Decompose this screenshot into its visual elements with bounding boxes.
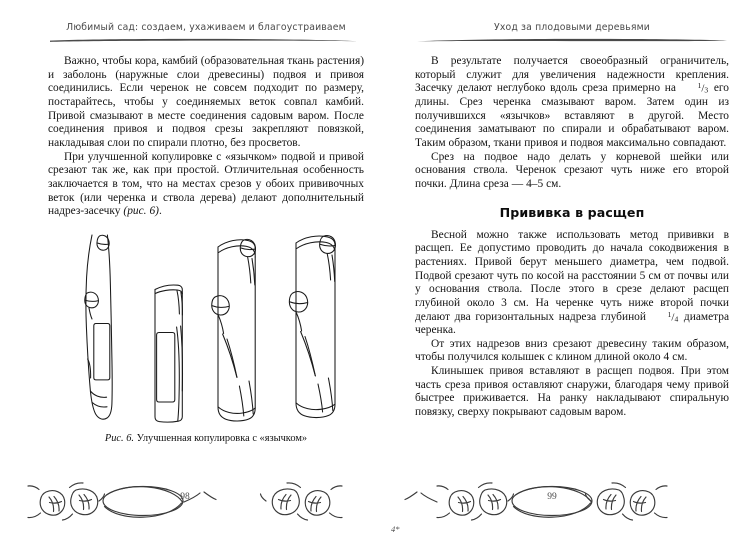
paragraph-text-b: диаметра черенка. bbox=[415, 310, 730, 337]
paragraph bbox=[48, 151, 364, 219]
paragraph bbox=[415, 55, 729, 151]
paragraph: Важно, чтобы кора, камбий (образовательная ткань растения) и заболонь (наружные слои древесины) подвоя и привоя соединились. Если черенок не совсем подходит по размеру, постарайтесь, чтобы у соединяемых веток совпал камбий. Привой смазывают в месте соединения садовым варом. После соединения привоя и подвоя срезы закрепляют повязкой, накладывая слои по спирали плотно, без просветов. bbox=[48, 55, 364, 149]
figure-caption-text: Улучшенная копулировка с «язычком» bbox=[134, 432, 308, 444]
left-body-column bbox=[48, 55, 364, 219]
right-running-head: Уход за плодовыми деревьями bbox=[494, 22, 650, 33]
fraction-numerator: 1 bbox=[667, 309, 672, 319]
figure-caption-label: Рис. 6. bbox=[104, 432, 135, 444]
fraction-numerator: 1 bbox=[697, 81, 702, 91]
grafting-line-drawing bbox=[56, 231, 356, 427]
paragraph-text-b: его длины. Срез черенка смазывают варом. Затем один из получившихся «язычков» вставляют в другой. Место соединения заматывают по спирали и обрабатывают варом. Таким образом, ткани привоя и подвоя максимально совпадают. bbox=[415, 82, 729, 149]
left-footer-ornament bbox=[24, 478, 346, 524]
paragraph-text: При улучшенной копулировке с «язычком» подвой и привой срезают так же, как при простой. Отличительная особенность заключается в том, что на местах срезов у обоих прививочных веток (или черенка и ствола дерева) делают дополнительный надрез-засечку bbox=[48, 150, 364, 218]
fraction-slash: / bbox=[671, 311, 675, 323]
left-running-head: Любимый сад: создаем, ухаживаем и благоустраиваем bbox=[66, 22, 346, 33]
figure-reference: (рис. 6) bbox=[123, 205, 159, 218]
left-header-rule bbox=[48, 36, 364, 45]
paragraph bbox=[415, 229, 729, 338]
figure-caption bbox=[48, 433, 364, 444]
paragraph: Срез на подвое надо делать у корневой шейки или основания ствола. Черенок срезают чуть ниже его второй почки. Длина среза — 4–5 см. bbox=[415, 150, 729, 190]
signature-mark: 4* bbox=[391, 524, 400, 534]
right-footer-ornament bbox=[391, 478, 713, 524]
right-page-number: 99 bbox=[547, 492, 557, 502]
paragraph-text-a: Весной можно также использовать метод прививки в расщеп. Ее допустимо проводить до начала сокодвижения в растениях. Привой берут меньшего диаметра, чем подвой. Подвой срезают чуть по косой на расстоянии 5 см от почвы или у основания ствола. После этого в срезе делают расщеп глубиной около 3 см. На черенке чуть ниже второй почки делают два горизонтальных надреза глубиной bbox=[415, 228, 729, 323]
fraction-slash: / bbox=[701, 82, 705, 95]
right-body-column bbox=[415, 55, 729, 420]
section-heading: Прививка в расщеп bbox=[499, 204, 645, 220]
left-page-number: 98 bbox=[180, 492, 190, 502]
fraction-one-quarter bbox=[651, 311, 680, 323]
fraction-denominator: 3 bbox=[704, 86, 709, 96]
paragraph: От этих надрезов вниз срезают древесину таким образом, чтобы получился колышек с клином длиной около 4 см. bbox=[415, 337, 729, 364]
fraction-one-third bbox=[681, 82, 710, 94]
fraction-denominator: 4 bbox=[674, 314, 679, 324]
paragraph-text-a: В результате получается своеобразный ограничитель, который служит для увеличения надежности крепления. Засечку делают неглубоко вдоль среза примерно на bbox=[415, 55, 729, 95]
paragraph: Клинышек привоя вставляют в расщеп подвоя. При этом часть среза привоя оставляют снаружи, благодаря чему привой быстрее приживается. На ранку накладывают спиральную повязку, сверху покрывают садовым варом. bbox=[415, 365, 729, 419]
figure-grafting-illustration bbox=[48, 231, 364, 444]
paragraph-tail: . bbox=[158, 205, 162, 218]
right-page bbox=[369, 0, 739, 540]
right-header-rule bbox=[415, 36, 729, 45]
